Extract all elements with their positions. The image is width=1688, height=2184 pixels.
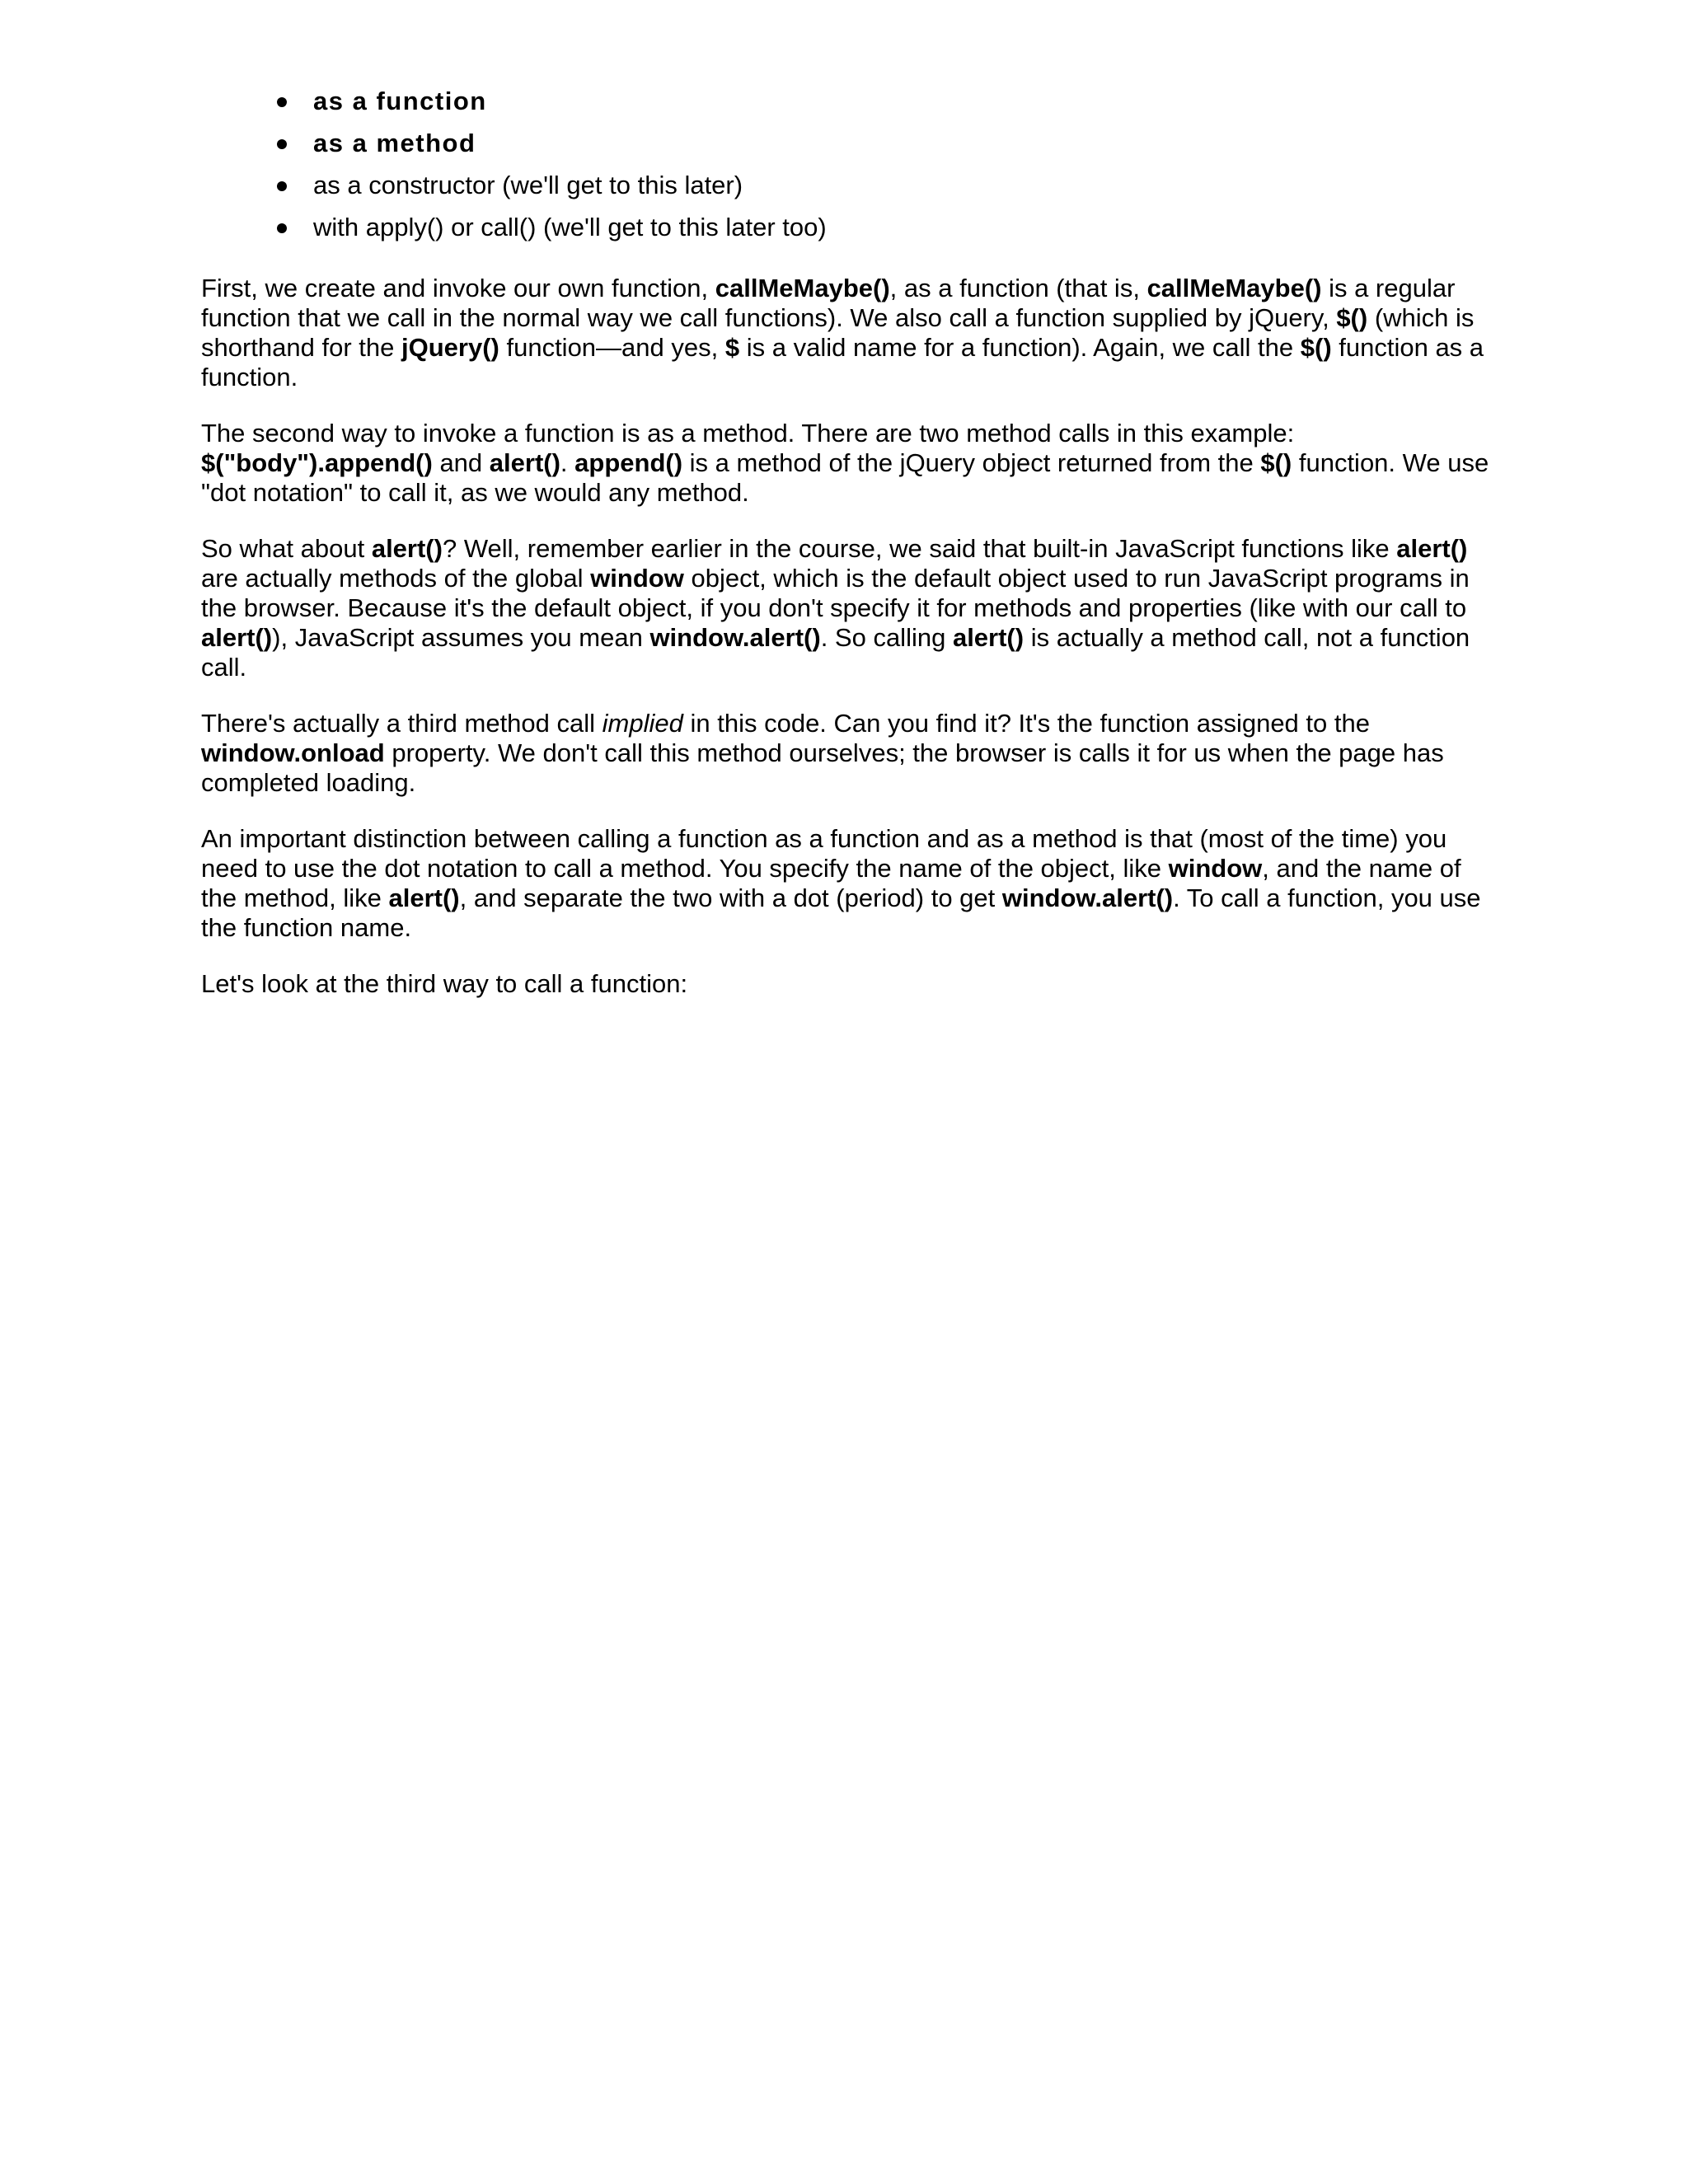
text-run: function as a function.	[201, 333, 1484, 391]
text-run: Let's look at the third way to call a function:	[201, 969, 688, 998]
code-term: window.alert()	[649, 623, 821, 652]
code-term: alert()	[371, 534, 443, 563]
text-run: , and the name of the method, like	[201, 854, 1461, 912]
code-term: alert()	[201, 623, 273, 652]
code-term: jQuery()	[401, 333, 499, 362]
list-item	[313, 87, 1495, 129]
paragraph	[201, 709, 1495, 798]
paragraph	[201, 534, 1495, 682]
text-run: and	[432, 448, 490, 477]
text-run: , and separate the two with a dot (period) to get	[459, 883, 1002, 912]
list-item-text: as a method	[313, 129, 476, 157]
text-run: object, which is the default object used to run JavaScript programs in the browser. Because it's the default object, if you don't specify it for methods and properties (like with our call to	[201, 564, 1470, 622]
text-run: ? Well, remember earlier in the course, we said that built-in JavaScript functions like	[442, 534, 1397, 563]
paragraph	[201, 419, 1495, 508]
code-term: $("body").append()	[201, 448, 433, 477]
text-run: (which is shorthand for the	[201, 303, 1475, 362]
code-term: $()	[1260, 448, 1292, 477]
list-item-text: as a constructor (we'll get to this later)	[313, 171, 743, 199]
code-term: append()	[574, 448, 683, 477]
bullet-icon	[277, 97, 287, 107]
code-term: alert()	[1396, 534, 1468, 563]
emphasis-text: implied	[602, 709, 683, 738]
code-term: callMeMaybe()	[715, 274, 890, 302]
code-term: $()	[1336, 303, 1368, 332]
code-term: alert()	[489, 448, 560, 477]
text-run: .	[560, 448, 575, 477]
document-page	[201, 87, 1495, 1025]
text-run: The second way to invoke a function is as a method. There are two method calls in this example:	[201, 419, 1295, 448]
text-run: in this code. Can you find it? It's the function assigned to the	[682, 709, 1370, 738]
list-item	[313, 171, 1495, 213]
text-run: . So calling	[820, 623, 953, 652]
paragraph	[201, 274, 1495, 392]
list-item-text: with apply() or call() (we'll get to this later too)	[313, 213, 827, 241]
code-term: $	[724, 333, 740, 362]
list-item	[313, 129, 1495, 171]
text-run: function. We use "dot notation" to call it, as we would any method.	[201, 448, 1489, 507]
text-run: So what about	[201, 534, 372, 563]
bullet-icon	[277, 139, 287, 149]
code-term: alert()	[952, 623, 1025, 652]
code-term: $()	[1300, 333, 1332, 362]
text-run: There's actually a third method call	[201, 709, 603, 738]
text-run: An important distinction between calling a function as a function and as a method is that (most of the time) you need to use the dot notation to call a method. You specify the name of the object, like	[201, 824, 1447, 883]
list-item-text: as a function	[313, 87, 487, 115]
text-run: First, we create and invoke our own function,	[201, 274, 715, 302]
text-run: is a valid name for a function). Again, we call the	[739, 333, 1301, 362]
bullet-icon	[277, 181, 287, 191]
text-run: function—and yes,	[499, 333, 725, 362]
text-run: are actually methods of the global	[201, 564, 591, 593]
text-run: property. We don't call this method ourselves; the browser is calls it for us when the page has completed loading.	[201, 738, 1444, 797]
code-term: window	[590, 564, 684, 593]
text-run: , as a function (that is,	[889, 274, 1147, 302]
code-term: callMeMaybe()	[1146, 274, 1322, 302]
code-term: window.alert()	[1001, 883, 1174, 912]
code-term: window.onload	[201, 738, 385, 767]
text-run: is a method of the jQuery object returned from the	[682, 448, 1261, 477]
body-text	[201, 274, 1495, 999]
code-term: alert()	[388, 883, 460, 912]
bullet-icon	[277, 223, 287, 233]
code-term: window	[1168, 854, 1263, 883]
list-item	[313, 213, 1495, 255]
invocation-list	[201, 87, 1495, 255]
text-run: ), JavaScript assumes you mean	[272, 623, 650, 652]
paragraph	[201, 824, 1495, 943]
text-run: is a regular function that we call in the normal way we call functions). We also call a function supplied by jQuery,	[201, 274, 1456, 332]
text-run: . To call a function, you use the function name.	[201, 883, 1481, 942]
text-run: is actually a method call, not a function call.	[201, 623, 1470, 682]
paragraph	[201, 969, 1495, 999]
